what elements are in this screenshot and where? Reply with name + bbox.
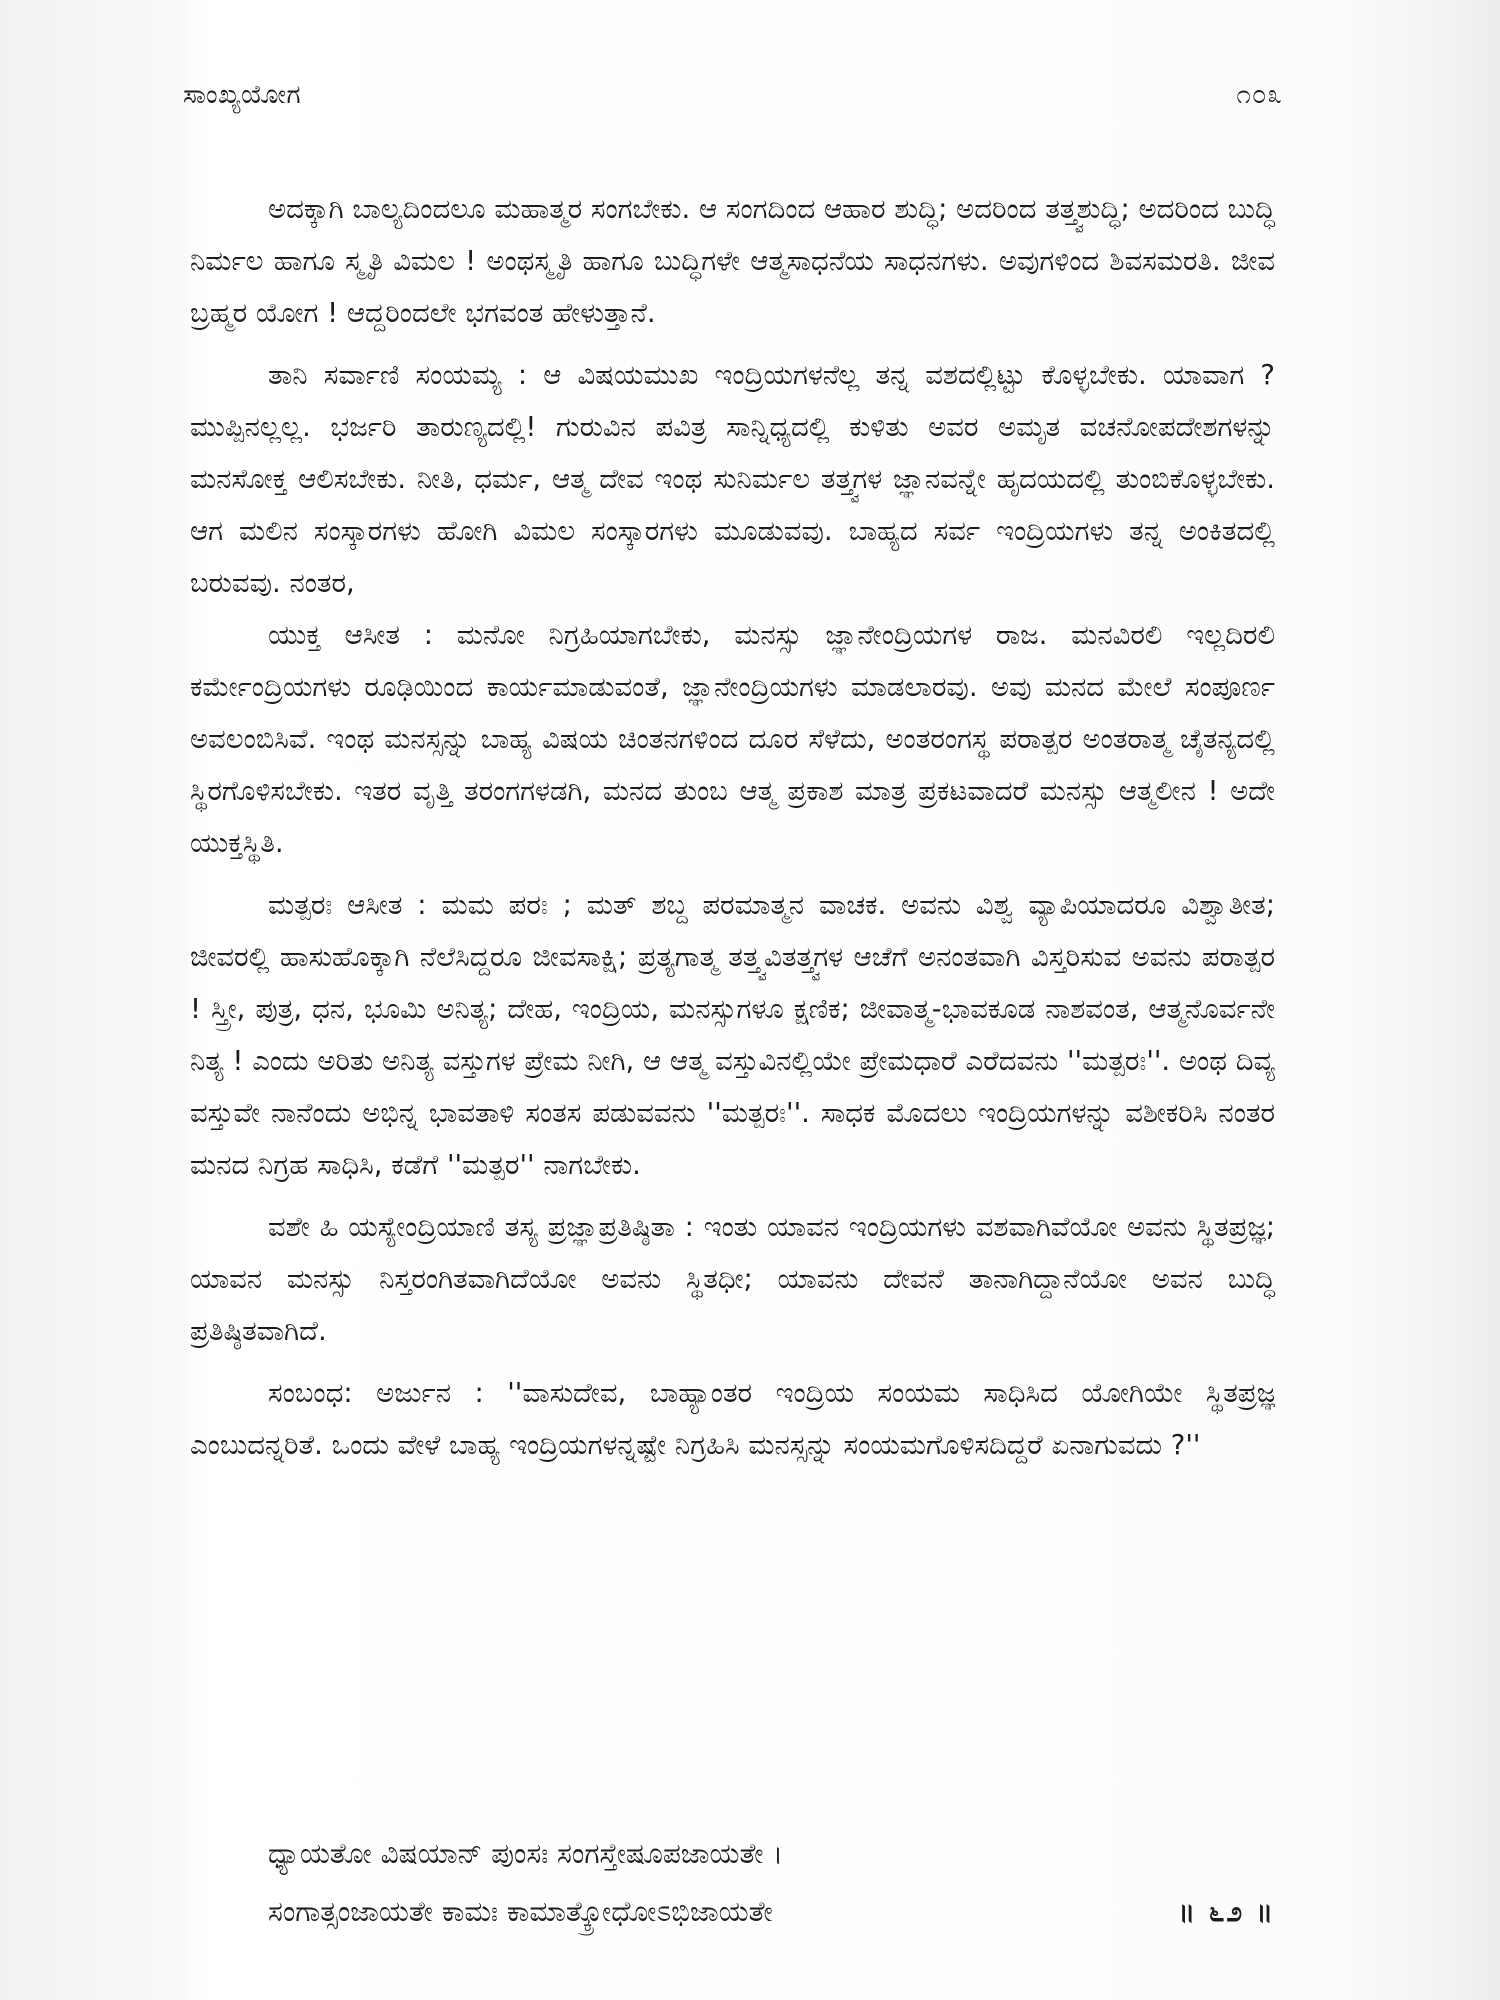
paragraph-5: ವಶೇ ಹಿ ಯಸ್ಯೇಂದ್ರಿಯಾಣಿ ತಸ್ಯ ಪ್ರಜ್ಞಾಪ್ರತಿಷ್ಠಿತಾ : ಇಂತು ಯಾವನ ಇಂದ್ರಿಯಗಳು ವಶವಾಗಿವೆಯೋ ಅವನು ಸ್ಥಿತಪ್ರಜ್ಞ; ಯಾವನ ಮನಸ್ಸು ನಿಸ್ತರಂಗಿತವಾಗಿದೆಯೋ ಅವನು ಸ್ಥಿತಧೀ; ಯಾವನು ದೇವನೆ ತಾನಾಗಿದ್ದಾನೆಯೋ ಅವನ ಬುದ್ಧಿ ಪ್ರತಿಷ್ಠಿತವಾಗಿದೆ. xyxy=(190,1211,1275,1347)
paragraph-6: ಸಂಬಂಧ: ಅರ್ಜುನ : ''ವಾಸುದೇವ, ಬಾಹ್ಯಾಂತರ ಇಂದ್ರಿಯ ಸಂಯಮ ಸಾಧಿಸಿದ ಯೋಗಿಯೇ ಸ್ಥಿತಪ್ರಜ್ಞ ಎಂಬುದನ್ನರಿತೆ. ಒಂದು ವೇಳೆ ಬಾಹ್ಯ ಇಂದ್ರಿಯಗಳನ್ನಷ್ಟೇ ನಿಗ್ರಹಿಸಿ ಮನಸ್ಸನ್ನು ಸಂಯಮಗೊಳಿಸದಿದ್ದರೆ ಏನಾಗುವದು ?'' xyxy=(190,1377,1275,1461)
verse-line-2: ಸಂಗಾತ್ಸಂಜಾಯತೇ ಕಾಮಃ ಕಾಮಾತ್ಕ್ರೋಧೋಽಭಿಜಾಯತೇ xyxy=(268,1895,773,1928)
verse-line-2-wrap xyxy=(190,1883,1275,1941)
verse-line-1: ಧ್ಯಾಯತೋ ವಿಷಯಾನ್ ಪುಂಸಃ ಸಂಗಸ್ತೇಷೂಪಜಾಯತೇ । xyxy=(268,1837,784,1870)
verse-number: ॥ ೬೨ ॥ xyxy=(1177,1895,1275,1928)
paragraph-3: ಯುಕ್ತ ಆಸೀತ : ಮನೋ ನಿಗ್ರಹಿಯಾಗಬೇಕು, ಮನಸ್ಸು ಜ್ಞಾನೇಂದ್ರಿಯಗಳ ರಾಜ. ಮನವಿರಲಿ ಇಲ್ಲದಿರಲಿ ಕರ್ಮೇಂದ್ರಿಯಗಳು ರೂಢಿಯಿಂದ ಕಾರ್ಯಮಾಡುವಂತೆ, ಜ್ಞಾನೇಂದ್ರಿಯಗಳು ಮಾಡಲಾರವು. ಅವು ಮನದ ಮೇಲೆ ಸಂಪೂರ್ಣ ಅವಲಂಬಿಸಿವೆ. ಇಂಥ ಮನಸ್ಸನ್ನು ಬಾಹ್ಯ ವಿಷಯ ಚಿಂತನಗಳಿಂದ ದೂರ ಸೆಳೆದು, ಅಂತರಂಗಸ್ಥ ಪರಾತ್ಪರ ಅಂತರಾತ್ಮ ಚೈತನ್ಯದಲ್ಲಿ ಸ್ಥಿರಗೊಳಿಸಬೇಕು. ಇತರ ವೃತ್ತಿ ತರಂಗಗಳಡಗಿ, ಮನದ ತುಂಬ ಆತ್ಮ ಪ್ರಕಾಶ ಮಾತ್ರ ಪ್ರಕಟವಾದರೆ ಮನಸ್ಸು ಆತ್ಮಲೀನ ! ಅದೇ ಯುಕ್ತಸ್ಥಿತಿ. xyxy=(190,619,1275,859)
paragraph-4: ಮತ್ಪರಃ ಆಸೀತ : ಮಮ ಪರಃ ; ಮತ್ ಶಬ್ದ ಪರಮಾತ್ಮನ ವಾಚಕ. ಅವನು ವಿಶ್ವ ವ್ಯಾಪಿಯಾದರೂ ವಿಶ್ವಾತೀತ; ಜೀವರಲ್ಲಿ ಹಾಸುಹೊಕ್ಕಾಗಿ ನೆಲೆಸಿದ್ದರೂ ಜೀವಸಾಕ್ಷಿ; ಪ್ರತ್ಯಗಾತ್ಮ ತತ್ತ್ವವಿತತ್ತ್ವಗಳ ಆಚೆಗೆ ಅನಂತವಾಗಿ ವಿಸ್ತರಿಸುವ ಅವನು ಪರಾತ್ಪರ ! ಸ್ತ್ರೀ, ಪುತ್ರ, ಧನ, ಭೂಮಿ ಅನಿತ್ಯ; ದೇಹ, ಇಂದ್ರಿಯ, ಮನಸ್ಸುಗಳೂ ಕ್ಷಣಿಕ; ಜೀವಾತ್ಮ-ಭಾವಕೂಡ ನಾಶವಂತ, ಆತ್ಮನೊರ್ವನೇ ನಿತ್ಯ ! ಎಂದು ಅರಿತು ಅನಿತ್ಯ ವಸ್ತುಗಳ ಪ್ರೇಮ ನೀಗಿ, ಆ ಆತ್ಮ ವಸ್ತುವಿನಲ್ಲಿಯೇ ಪ್ರೇಮಧಾರೆ ಎರೆದವನು ''ಮತ್ಪರಃ''. ಅಂಥ ದಿವ್ಯ ವಸ್ತುವೇ ನಾನೆಂದು ಅಭಿನ್ನ ಭಾವತಾಳಿ ಸಂತಸ ಪಡುವವನು ''ಮತ್ಪರಃ''. ಸಾಧಕ ಮೊದಲು ಇಂದ್ರಿಯಗಳನ್ನು ವಶೀಕರಿಸಿ ನಂತರ ಮನದ ನಿಗ್ರಹ ಸಾಧಿಸಿ, ಕಡೆಗೆ ''ಮತ್ಪರ'' ನಾಗಬೇಕು. xyxy=(190,889,1275,1181)
running-header xyxy=(183,80,1283,120)
page-number: ೧೦೩ xyxy=(1236,80,1283,110)
chapter-title: ಸಾಂಖ್ಯಯೋಗ xyxy=(183,80,302,110)
paragraph-1: ಅದಕ್ಕಾಗಿ ಬಾಲ್ಯದಿಂದಲೂ ಮಹಾತ್ಮರ ಸಂಗಬೇಕು. ಆ ಸಂಗದಿಂದ ಆಹಾರ ಶುದ್ಧಿ; ಅದರಿಂದ ತತ್ತ್ವಶುದ್ಧಿ; ಅದರಿಂದ ಬುದ್ಧಿ ನಿರ್ಮಲ ಹಾಗೂ ಸ್ಮೃತಿ ವಿಮಲ ! ಅಂಥಸ್ಮೃತಿ ಹಾಗೂ ಬುದ್ಧಿಗಳೇ ಆತ್ಮಸಾಧನೆಯ ಸಾಧನಗಳು. ಅವುಗಳಿಂದ ಶಿವಸಮರತಿ. ಜೀವ ಬ್ರಹ್ಮರ ಯೋಗ ! ಆದ್ದರಿಂದಲೇ ಭಗವಂತ ಹೇಳುತ್ತಾನೆ. xyxy=(190,193,1275,329)
body-text xyxy=(190,183,1275,1471)
verse-block xyxy=(190,1825,1275,1941)
paragraph-2: ತಾನಿ ಸರ್ವಾಣಿ ಸಂಯಮ್ಯ : ಆ ವಿಷಯಮುಖ ಇಂದ್ರಿಯಗಳನೆಲ್ಲ ತನ್ನ ವಶದಲ್ಲಿಟ್ಟು ಕೊಳ್ಳಬೇಕು. ಯಾವಾಗ ? ಮುಪ್ಪಿನಲ್ಲಲ್ಲ. ಭರ್ಜರಿ ತಾರುಣ್ಯದಲ್ಲಿ! ಗುರುವಿನ ಪವಿತ್ರ ಸಾನ್ನಿಧ್ಯದಲ್ಲಿ ಕುಳಿತು ಅವರ ಅಮೃತ ವಚನೋಪದೇಶಗಳನ್ನು ಮನಸೋಕ್ತ ಆಲಿಸಬೇಕು. ನೀತಿ, ಧರ್ಮ, ಆತ್ಮ ದೇವ ಇಂಥ ಸುನಿರ್ಮಲ ತತ್ತ್ವಗಳ ಜ್ಞಾನವನ್ನೇ ಹೃದಯದಲ್ಲಿ ತುಂಬಿಕೊಳ್ಳಬೇಕು. ಆಗ ಮಲಿನ ಸಂಸ್ಕಾರಗಳು ಹೋಗಿ ವಿಮಲ ಸಂಸ್ಕಾರಗಳು ಮೂಡುವವು. ಬಾಹ್ಯದ ಸರ್ವ ಇಂದ್ರಿಯಗಳು ತನ್ನ ಅಂಕಿತದಲ್ಲಿ ಬರುವವು. ನಂತರ, xyxy=(190,359,1275,599)
page-left-margin-shadow xyxy=(0,0,188,2000)
